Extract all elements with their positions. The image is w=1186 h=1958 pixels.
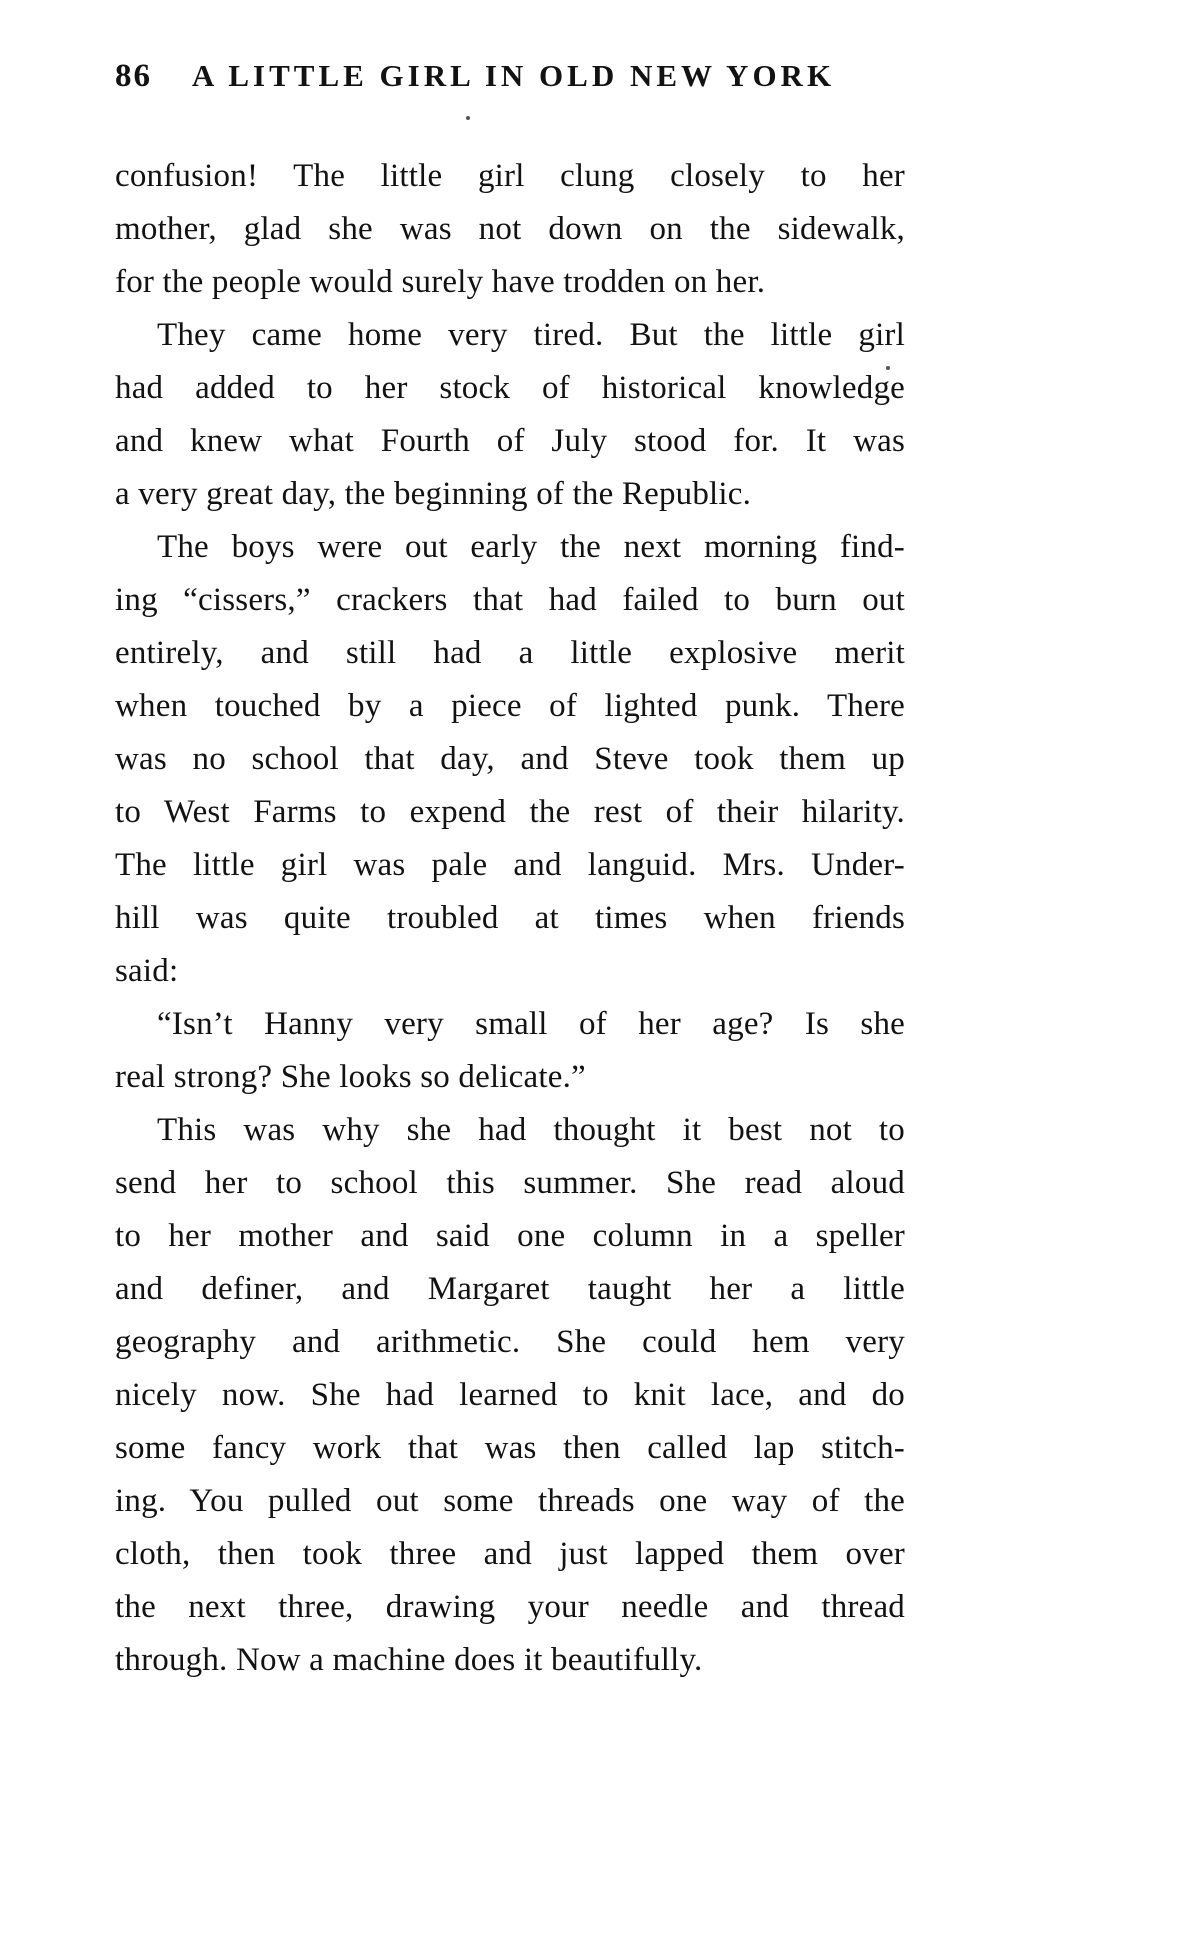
- text-line: confusion! The little girl clung closely to her: [115, 158, 905, 194]
- text-line: through. Now a machine does it beautifully.: [115, 1642, 703, 1678]
- text-line: They came home very tired. But the little girl: [157, 317, 905, 353]
- text-line: entirely, and still had a little explosive merit: [115, 635, 905, 671]
- text-line: send her to school this summer. She read aloud: [115, 1165, 905, 1201]
- text-line: hill was quite troubled at times when friends: [115, 900, 905, 936]
- text-line: The boys were out early the next morning find-: [157, 529, 905, 565]
- running-title: A LITTLE GIRL IN OLD NEW YORK: [191, 58, 836, 93]
- paragraph: [115, 150, 905, 309]
- text-line: cloth, then took three and just lapped them over: [115, 1536, 905, 1572]
- paragraph: [115, 521, 905, 998]
- text-line: when touched by a piece of lighted punk. There: [115, 688, 905, 724]
- text-line: and definer, and Margaret taught her a little: [115, 1271, 905, 1307]
- text-line: had added to her stock of historical knowledge: [115, 370, 905, 406]
- paragraph: [115, 1104, 905, 1687]
- paragraph: [115, 998, 905, 1104]
- paragraph: [115, 309, 905, 521]
- text-line: and knew what Fourth of July stood for. It was: [115, 423, 905, 459]
- text-line: for the people would surely have trodden on her.: [115, 264, 766, 300]
- running-header: [115, 58, 905, 100]
- text-line: The little girl was pale and languid. Mrs. Under-: [115, 847, 905, 883]
- text-line: said:: [115, 953, 179, 989]
- text-line: mother, glad she was not down on the sidewalk,: [115, 211, 905, 247]
- text-line: real strong? She looks so delicate.”: [115, 1059, 586, 1095]
- text-line: was no school that day, and Steve took them up: [115, 741, 905, 777]
- page-number: 86: [115, 58, 152, 94]
- text-line: some fancy work that was then called lap stitch-: [115, 1430, 905, 1466]
- text-line: the next three, drawing your needle and thread: [115, 1589, 905, 1625]
- page-body: [115, 150, 905, 1687]
- text-line: geography and arithmetic. She could hem very: [115, 1324, 905, 1360]
- text-line: “Isn’t Hanny very small of her age? Is she: [157, 1006, 905, 1042]
- text-line: a very great day, the beginning of the Republic.: [115, 476, 752, 512]
- text-line: ing. You pulled out some threads one way of the: [115, 1483, 905, 1519]
- text-line: nicely now. She had learned to knit lace, and do: [115, 1377, 905, 1413]
- text-line: to her mother and said one column in a speller: [115, 1218, 905, 1254]
- page-content: [115, 58, 905, 1687]
- text-line: This was why she had thought it best not to: [157, 1112, 905, 1148]
- text-line: ing “cissers,” crackers that had failed to burn out: [115, 582, 905, 618]
- text-line: to West Farms to expend the rest of their hilarity.: [115, 794, 905, 830]
